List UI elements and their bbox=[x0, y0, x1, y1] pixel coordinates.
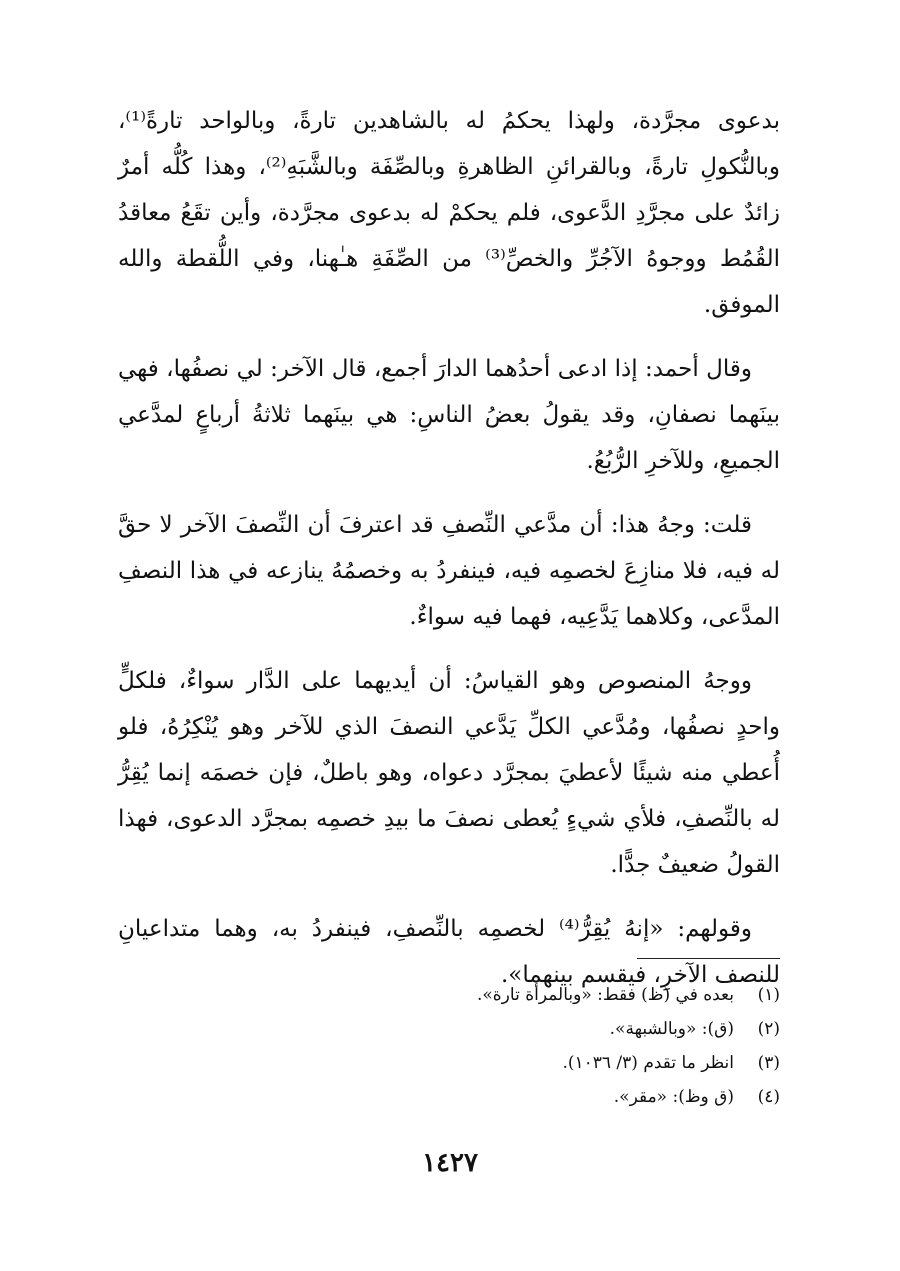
footnote-item bbox=[118, 978, 780, 1012]
paragraph-1: بدعوى مجرَّدة، ولهذا يحكمُ له بالشاهدين تارةً، وبالواحد تارةً⁽¹⁾، وبالنُّكولِ تارةً، وبالقرائنِ الظاهرةِ وبالصِّفَة وبالشَّبَهِ⁽²⁾، وهذا كُلُّه أمرٌ زائدٌ على مجرَّدِ الدَّعوى، فلم يحكمْ له بدعوى مجرَّدة، وأين تقَعُ معاقدُ القُمُط ووجوهُ الآجُرِّ والخصِّ⁽³⁾ من الصِّفَةِ هـٰهنا، وفي اللُّقطة والله الموفق. bbox=[118, 108, 781, 318]
footnote-number: (٤) bbox=[757, 1087, 780, 1107]
footnote-item bbox=[118, 1012, 780, 1046]
footnote-text: انظر ما تقدم (٣/ ١٠٣٦). bbox=[562, 1053, 734, 1073]
footnote-number: (٣) bbox=[757, 1053, 780, 1073]
paragraph-5: وقولهم: «إنهُ يُقِرُّ⁽⁴⁾ لخصمِه بالنِّصفِ، فينفردُ به، وهما متداعيانِ للنصف الآخرِ، فيقسم بينهما». bbox=[118, 916, 780, 988]
footnote-number: (٢) bbox=[757, 1019, 780, 1039]
footnote-text: (ق وظ): «مقر». bbox=[613, 1087, 734, 1107]
paragraph-3: قلت: وجهُ هذا: أن مدَّعي النِّصفِ قد اعترفَ أن النِّصفَ الآخر لا حقَّ له فيه، فلا منازِعَ لخصمِه فيه، فينفردُ به وخصمُهُ ينازعه في هذا النصفِ المدَّعى، وكلاهما يَدَّعِيه، فهما فيه سواءٌ. bbox=[118, 512, 780, 630]
footnote-item bbox=[118, 1046, 780, 1080]
paragraph-4: ووجهُ المنصوص وهو القياسُ: أن أيديهما على الدَّار سواءٌ، فلكلٍّ واحدٍ نصفُها، ومُدَّعي الكلِّ يَدَّعي النصفَ الذي للآخر وهو يُنْكِرُهُ، فلو أُعطي منه شيئًا لأعطيَ بمجرَّد دعواه، وهو باطلٌ، فإن خصمَه إنما يُقِرُّ له بالنِّصفِ، فلأي شيءٍ يُعطى نصفَ ما بيدِ خصمِه بمجرَّد الدعوى، فهذا القولُ ضعيفٌ جدًّا. bbox=[118, 668, 780, 878]
footnotes bbox=[118, 978, 780, 1114]
paragraph-2: وقال أحمد: إذا ادعى أحدُهما الدارَ أجمع، قال الآخر: لي نصفُها، فهي بينَهما نصفانِ، وقد يقولُ بعضُ الناسِ: هي بينَهما ثلاثةُ أرباعٍ لمدَّعي الجميعِ، وللآخرِ الرُّبُعُ. bbox=[118, 356, 780, 474]
footnote-text: (ق): «وبالشبهة». bbox=[609, 1019, 734, 1039]
footnote-separator bbox=[637, 958, 780, 959]
footnote-number: (١) bbox=[757, 985, 780, 1005]
page-number: ١٤٢٧ bbox=[422, 1148, 478, 1178]
footnote-item bbox=[118, 1080, 780, 1114]
footnote-text: بعده في (ظ) فقط: «وبالمرأة تارة». bbox=[476, 985, 734, 1005]
main-text bbox=[118, 98, 780, 1016]
